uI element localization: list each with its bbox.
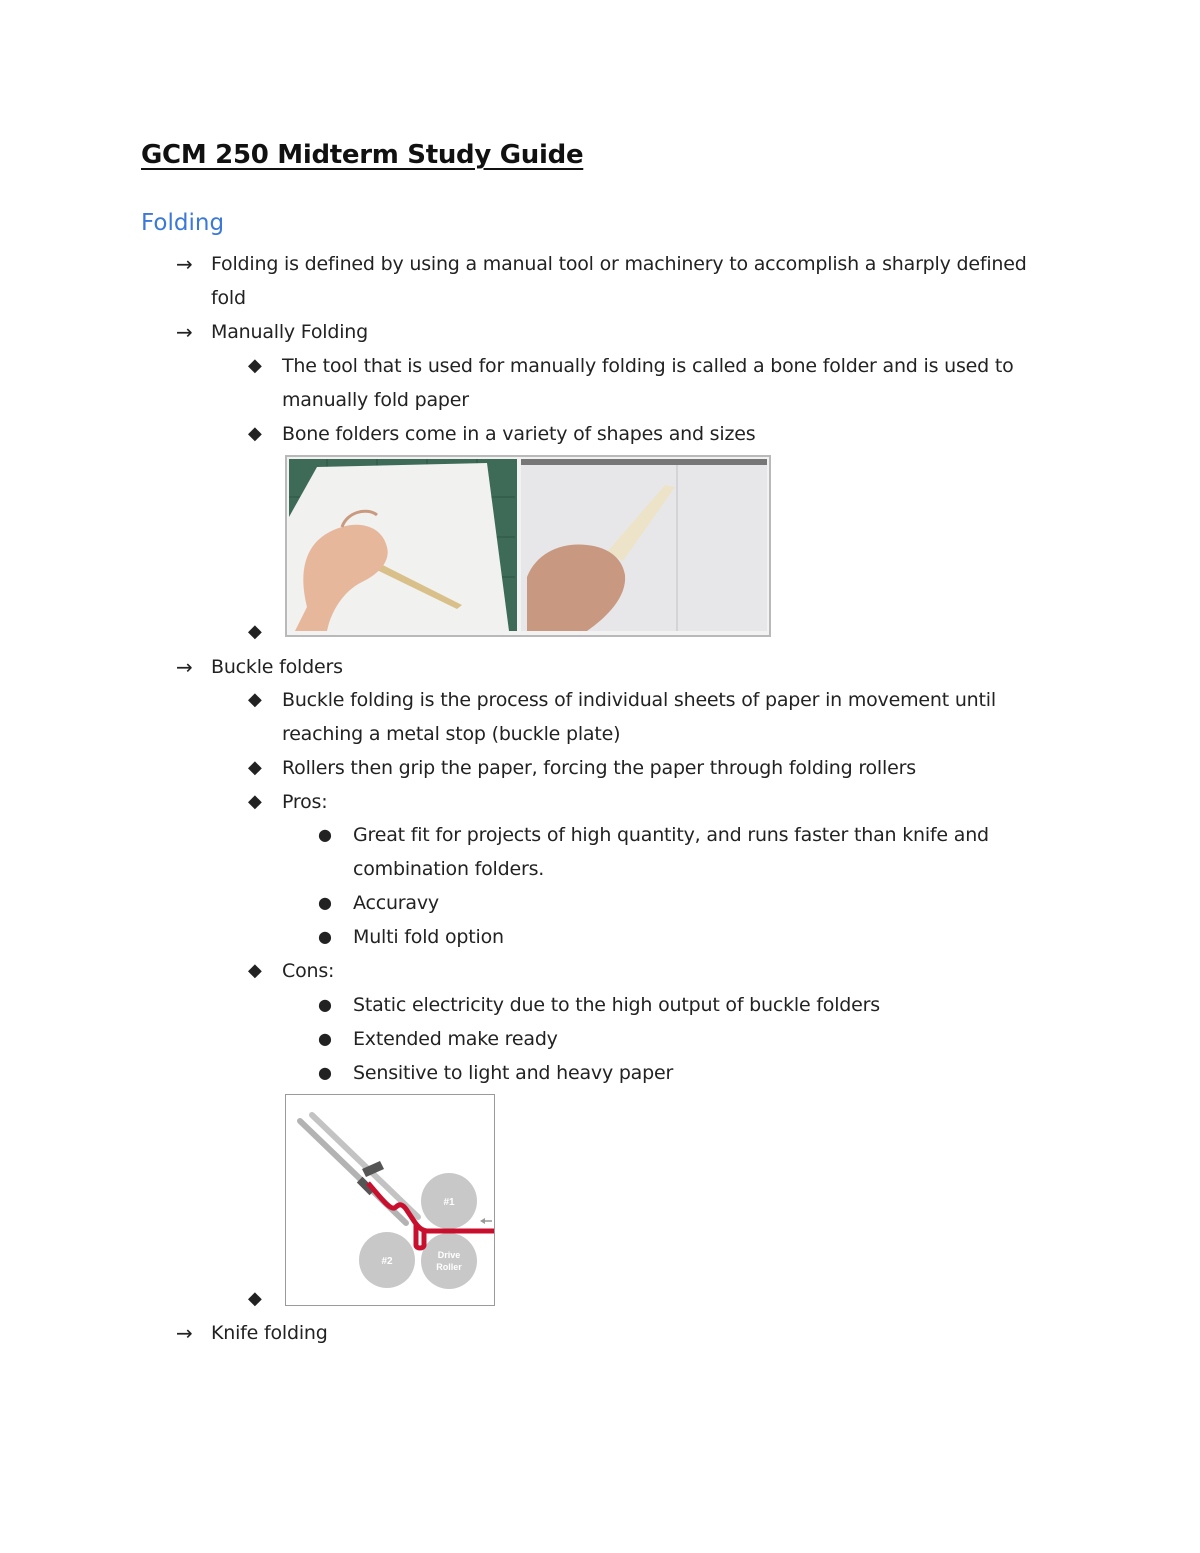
diamond-bullet-icon: ◆ — [248, 423, 262, 444]
list-item-text: Cons: — [282, 960, 335, 982]
list-item-text: Sensitive to light and heavy paper — [353, 1062, 674, 1084]
diamond-bullet-icon: ◆ — [248, 621, 262, 642]
list-item-text: Great fit for projects of high quantity, and runs faster than knife and — [353, 824, 989, 846]
list-item-text: fold — [211, 287, 246, 309]
list-item-text: manually fold paper — [282, 389, 469, 411]
list-item-text: The tool that is used for manually folding is called a bone folder and is used to — [282, 355, 1014, 377]
drive-roller-label-1: Drive — [437, 1250, 461, 1260]
list-item-text: Accuravy — [353, 892, 439, 914]
diamond-bullet-icon: ◆ — [248, 689, 262, 710]
list-item-text: Pros: — [282, 791, 328, 813]
drive-roller-label-2: Roller — [436, 1262, 462, 1272]
arrow-bullet-icon: → — [176, 252, 193, 276]
dot-bullet-icon: ● — [318, 1063, 332, 1082]
buckle-folder-diagram-image — [286, 1095, 494, 1305]
diamond-bullet-icon: ◆ — [248, 757, 262, 778]
dot-bullet-icon: ● — [318, 893, 332, 912]
list-item-text: Rollers then grip the paper, forcing the paper through folding rollers — [282, 757, 916, 779]
section-heading-folding: Folding — [141, 210, 225, 236]
list-item-text: Knife folding — [211, 1322, 328, 1344]
list-item-text: Folding is defined by using a manual tool or machinery to accomplish a sharply defined — [211, 253, 1027, 275]
diamond-bullet-icon: ◆ — [248, 1288, 262, 1309]
list-item-text: Static electricity due to the high output of buckle folders — [353, 994, 880, 1016]
roller-2-label: #2 — [381, 1256, 393, 1267]
dot-bullet-icon: ● — [318, 995, 332, 1014]
list-item-text: Extended make ready — [353, 1028, 558, 1050]
list-item-text: combination folders. — [353, 858, 545, 880]
bone-folder-photo-image — [287, 457, 769, 635]
list-item-text: Buckle folding is the process of individual sheets of paper in movement until — [282, 689, 996, 711]
bone-folder-photos — [285, 455, 771, 637]
arrow-bullet-icon: → — [176, 1321, 193, 1345]
drive-roller — [421, 1233, 477, 1289]
dot-bullet-icon: ● — [318, 927, 332, 946]
document-title: GCM 250 Midterm Study Guide — [141, 140, 584, 170]
roller-1-label: #1 — [443, 1197, 455, 1208]
list-item-text: Manually Folding — [211, 321, 369, 343]
list-item-text: reaching a metal stop (buckle plate) — [282, 723, 621, 745]
dot-bullet-icon: ● — [318, 1029, 332, 1048]
diamond-bullet-icon: ◆ — [248, 355, 262, 376]
list-item-text: Buckle folders — [211, 656, 343, 678]
buckle-folder-diagram — [285, 1094, 495, 1306]
list-item-text: Bone folders come in a variety of shapes and sizes — [282, 423, 756, 445]
diamond-bullet-icon: ◆ — [248, 960, 262, 981]
list-item-text: Multi fold option — [353, 926, 504, 948]
arrow-bullet-icon: → — [176, 655, 193, 679]
arrow-bullet-icon: → — [176, 320, 193, 344]
dot-bullet-icon: ● — [318, 825, 332, 844]
diamond-bullet-icon: ◆ — [248, 791, 262, 812]
